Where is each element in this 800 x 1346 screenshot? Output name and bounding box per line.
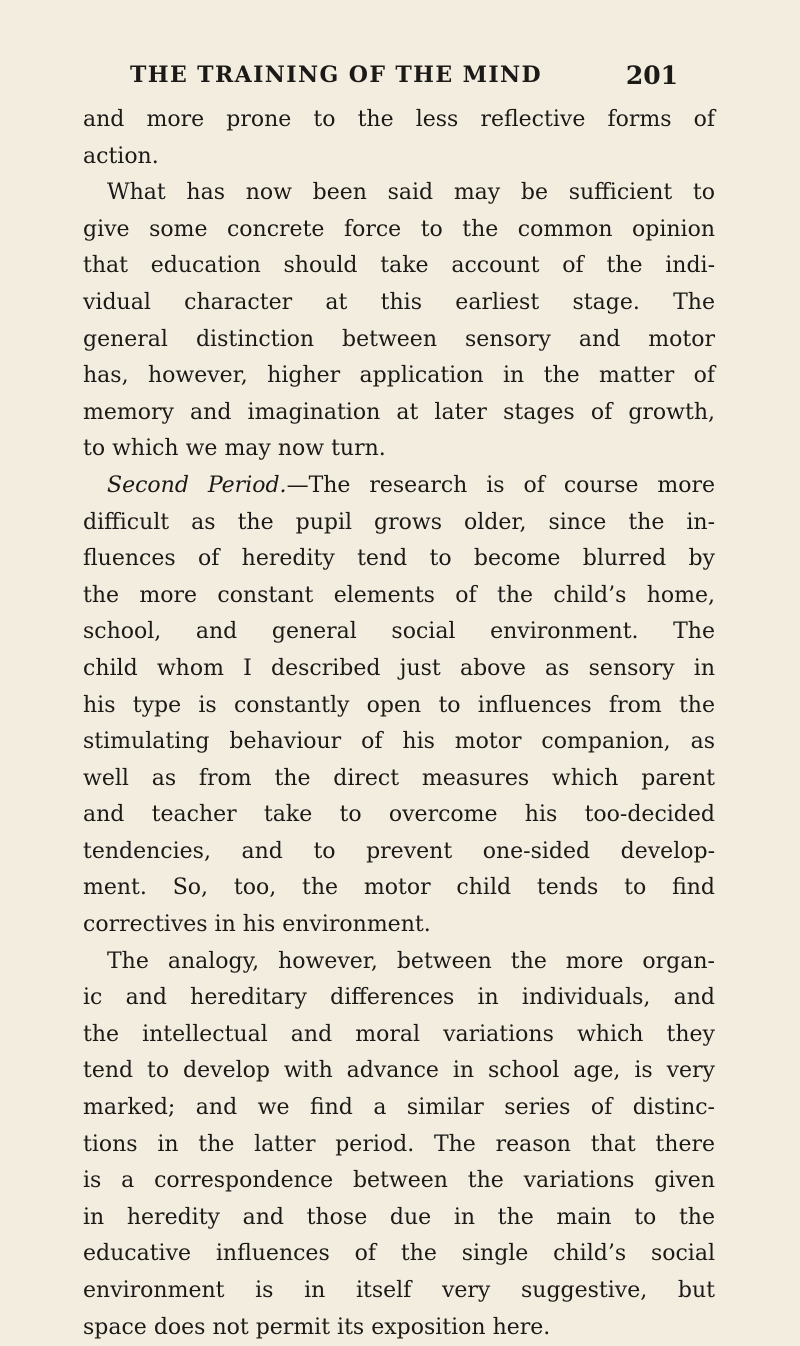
text-line: correctives in his environment. <box>83 912 431 938</box>
text-line: ment. So, too, the motor child tends to find <box>83 875 715 901</box>
text-line: ic and hereditary differences in individuals, and <box>83 985 715 1011</box>
running-title: THE TRAINING OF THE MIND <box>130 62 543 88</box>
text-line: fluences of heredity tend to become blurred by <box>83 546 715 572</box>
text-line: well as from the direct measures which parent <box>83 765 715 791</box>
text-line: is a correspondence between the variations given <box>83 1168 715 1194</box>
body-text <box>83 102 715 1346</box>
text-line: and more prone to the less reflective forms of <box>83 107 715 132</box>
text-line: tendencies, and to prevent one-sided develop- <box>83 838 715 864</box>
text-line: that education should take account of the indi- <box>83 253 715 279</box>
text-line: in heredity and those due in the main to the <box>83 1204 715 1230</box>
text-line: and teacher take to overcome his too-decided <box>83 802 715 828</box>
text-line: tend to develop with advance in school age, is very <box>83 1058 715 1084</box>
text-line: give some concrete force to the common opinion <box>83 216 715 242</box>
page-number: 201 <box>625 60 678 90</box>
text-line <box>83 468 715 505</box>
text-line-content: —The research is of course more <box>286 472 715 498</box>
text-line: What has now been said may be sufficient to <box>107 180 715 206</box>
text-line: child whom I described just above as sensory in <box>83 655 715 681</box>
section-heading: Second Period. <box>107 472 287 498</box>
text-line: his type is constantly open to influences from the <box>83 692 715 718</box>
text-line: the more constant elements of the child’s home, <box>83 582 715 608</box>
text-line: action. <box>83 143 159 169</box>
text-line: stimulating behaviour of his motor companion, as <box>83 729 715 755</box>
text-line: difficult as the pupil grows older, since the in- <box>83 509 715 535</box>
text-line: memory and imagination at later stages of growth, <box>83 399 715 425</box>
text-line: has, however, higher application in the matter of <box>83 363 715 389</box>
running-header <box>130 55 678 95</box>
text-line: to which we may now turn. <box>83 436 386 462</box>
text-line: environment is in itself very suggestive, but <box>83 1278 715 1303</box>
text-line: tions in the latter period. The reason that there <box>83 1131 715 1157</box>
text-line: marked; and we find a similar series of distinc- <box>83 1095 715 1121</box>
text-line: space does not permit its exposition here. <box>83 1314 551 1340</box>
text-line: school, and general social environment. The <box>83 619 715 645</box>
text-line: educative influences of the single child’s social <box>83 1241 715 1267</box>
text-line: The analogy, however, between the more organ- <box>107 948 715 974</box>
text-line: general distinction between sensory and motor <box>83 326 715 352</box>
text-line: vidual character at this earliest stage. The <box>83 289 715 315</box>
text-line: the intellectual and moral variations which they <box>83 1021 715 1047</box>
